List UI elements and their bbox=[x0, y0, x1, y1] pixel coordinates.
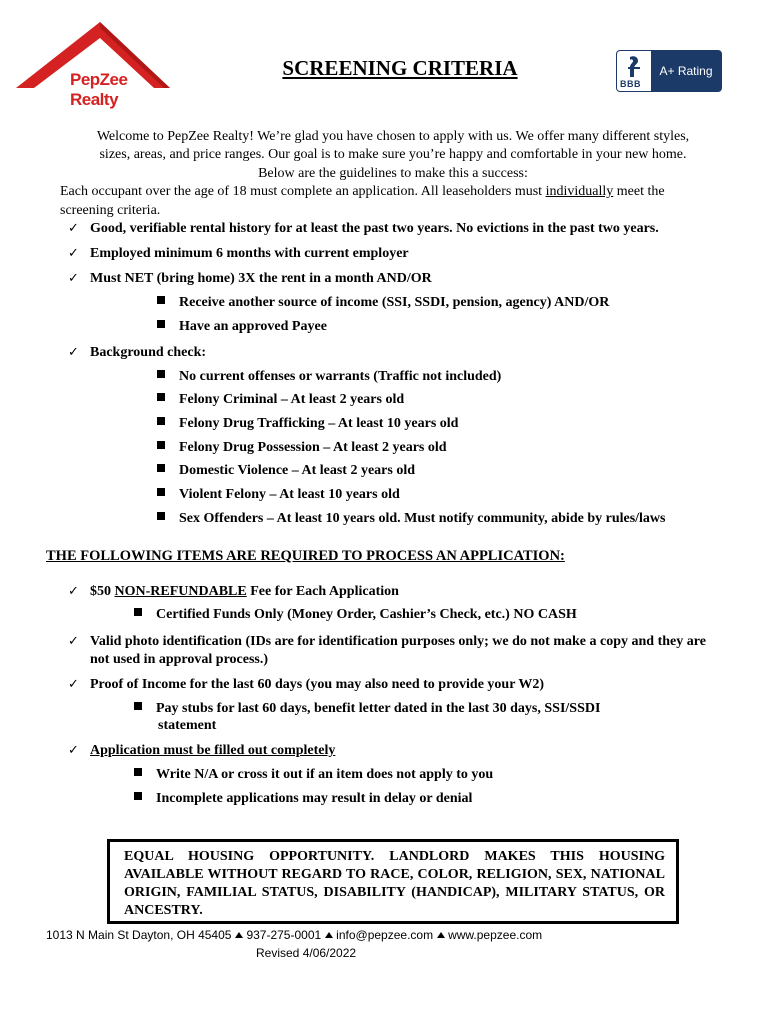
criteria-item: ✓ Must NET (bring home) 3X the rent in a month AND/OR bbox=[68, 271, 432, 286]
required-heading: THE FOLLOWING ITEMS ARE REQUIRED TO PROCESS AN APPLICATION: bbox=[46, 548, 565, 564]
required-item: ✓ $50 NON-REFUNDABLE Fee for Each Application bbox=[68, 584, 399, 599]
criteria-item: ✓ Background check: bbox=[68, 345, 207, 360]
intro-line: Below are the guidelines to make this a success: bbox=[258, 165, 528, 181]
intro-paragraph bbox=[60, 128, 726, 220]
checkmark-icon: ✓ bbox=[68, 221, 79, 236]
checkmark-icon: ✓ bbox=[68, 584, 79, 599]
required-subitem: Certified Funds Only (Money Order, Cashier’s Check, etc.) NO CASH bbox=[134, 606, 577, 623]
criteria-subitem: Sex Offenders – At least 10 years old. Must notify community, abide by rules/laws bbox=[157, 510, 666, 527]
required-subitem-continued: statement bbox=[158, 718, 217, 733]
bbb-badge bbox=[616, 50, 722, 92]
criteria-subitem: Domestic Violence – At least 2 years old bbox=[157, 462, 415, 479]
footer-email[interactable]: info@pepzee.com bbox=[336, 928, 434, 942]
non-refundable-emphasis: NON-REFUNDABLE bbox=[114, 584, 247, 599]
footer-contact bbox=[46, 928, 542, 942]
logo-text: PepZee Realty bbox=[70, 70, 128, 109]
bullet-square-icon bbox=[157, 417, 165, 425]
criteria-item: ✓ Employed minimum 6 months with current employer bbox=[68, 246, 409, 261]
checkmark-icon: ✓ bbox=[68, 271, 79, 286]
required-subitem: Pay stubs for last 60 days, benefit letter dated in the last 30 days, SSI/SSDI bbox=[134, 700, 600, 717]
required-item: ✓ Application must be filled out completely bbox=[68, 743, 336, 758]
checkmark-icon: ✓ bbox=[68, 743, 79, 758]
separator-triangle-icon bbox=[325, 932, 333, 938]
required-item-continued: not used in approval process.) bbox=[90, 652, 269, 667]
intro-line: screening criteria. bbox=[60, 202, 161, 218]
footer-phone: 937-275-0001 bbox=[246, 928, 322, 942]
revised-date: Revised 4/06/2022 bbox=[256, 946, 357, 960]
checkmark-icon: ✓ bbox=[68, 246, 79, 261]
page-title: SCREENING CRITERIA bbox=[282, 56, 518, 80]
bullet-square-icon bbox=[157, 393, 165, 401]
criteria-item: ✓ Good, verifiable rental history for at least the past two years. No evictions in the past two years. bbox=[68, 221, 659, 236]
bullet-square-icon bbox=[157, 296, 165, 304]
checkmark-icon: ✓ bbox=[68, 345, 79, 360]
bbb-torch-icon bbox=[624, 55, 644, 79]
criteria-subitem: Felony Drug Trafficking – At least 10 years old bbox=[157, 415, 458, 432]
required-subitem: Write N/A or cross it out if an item does not apply to you bbox=[134, 766, 493, 783]
separator-triangle-icon bbox=[235, 932, 243, 938]
individually-emphasis: individually bbox=[545, 184, 614, 200]
checkmark-icon: ✓ bbox=[68, 677, 79, 692]
criteria-subitem: Have an approved Payee bbox=[157, 318, 327, 335]
bullet-square-icon bbox=[134, 792, 142, 800]
rating-label: A+ Rating bbox=[659, 64, 713, 78]
bullet-square-icon bbox=[157, 464, 165, 472]
criteria-subitem: Receive another source of income (SSI, SSDI, pension, agency) AND/OR bbox=[157, 294, 609, 311]
intro-line: Each occupant over the age of 18 must complete an application. All leaseholders must bbox=[60, 184, 546, 200]
criteria-subitem: Felony Drug Possession – At least 2 years old bbox=[157, 439, 447, 456]
checkmark-icon: ✓ bbox=[68, 634, 79, 649]
bullet-square-icon bbox=[157, 320, 165, 328]
bullet-square-icon bbox=[157, 441, 165, 449]
criteria-subitem: No current offenses or warrants (Traffic not included) bbox=[157, 368, 501, 385]
intro-line: meet the bbox=[613, 184, 665, 200]
bbb-label: BBB bbox=[620, 79, 641, 89]
bullet-square-icon bbox=[157, 488, 165, 496]
bullet-square-icon bbox=[134, 768, 142, 776]
required-item: ✓ Valid photo identification (IDs are for identification purposes only; we do not make a copy and they are bbox=[68, 634, 706, 649]
bullet-square-icon bbox=[134, 702, 142, 710]
footer-address: 1013 N Main St Dayton, OH 45405 bbox=[46, 928, 232, 942]
footer-website[interactable]: www.pepzee.com bbox=[448, 928, 543, 942]
intro-line: sizes, areas, and price ranges. Our goal is to make sure you’re happy and comfortable in your new home. bbox=[99, 147, 687, 163]
bullet-square-icon bbox=[157, 512, 165, 520]
bullet-square-icon bbox=[134, 608, 142, 616]
separator-triangle-icon bbox=[437, 932, 445, 938]
required-subitem: Incomplete applications may result in delay or denial bbox=[134, 790, 472, 807]
criteria-subitem: Violent Felony – At least 10 years old bbox=[157, 486, 400, 503]
equal-housing-text: EQUAL HOUSING OPPORTUNITY. LANDLORD MAKES THIS HOUSING AVAILABLE WITHOUT REGARD TO RACE, COLOR, RELIGION, SEX, NATIONAL ORIGIN, FAMILIAL STATUS, DISABILITY (HANDICAP), MILITARY STATUS, OR ANCESTRY. bbox=[124, 849, 665, 918]
bullet-square-icon bbox=[157, 370, 165, 378]
equal-housing-notice bbox=[107, 839, 679, 924]
required-item: ✓ Proof of Income for the last 60 days (you may also need to provide your W2) bbox=[68, 677, 545, 692]
intro-line: Welcome to PepZee Realty! We’re glad you have chosen to apply with us. We offer many different styles, bbox=[96, 129, 690, 144]
criteria-subitem: Felony Criminal – At least 2 years old bbox=[157, 391, 404, 408]
